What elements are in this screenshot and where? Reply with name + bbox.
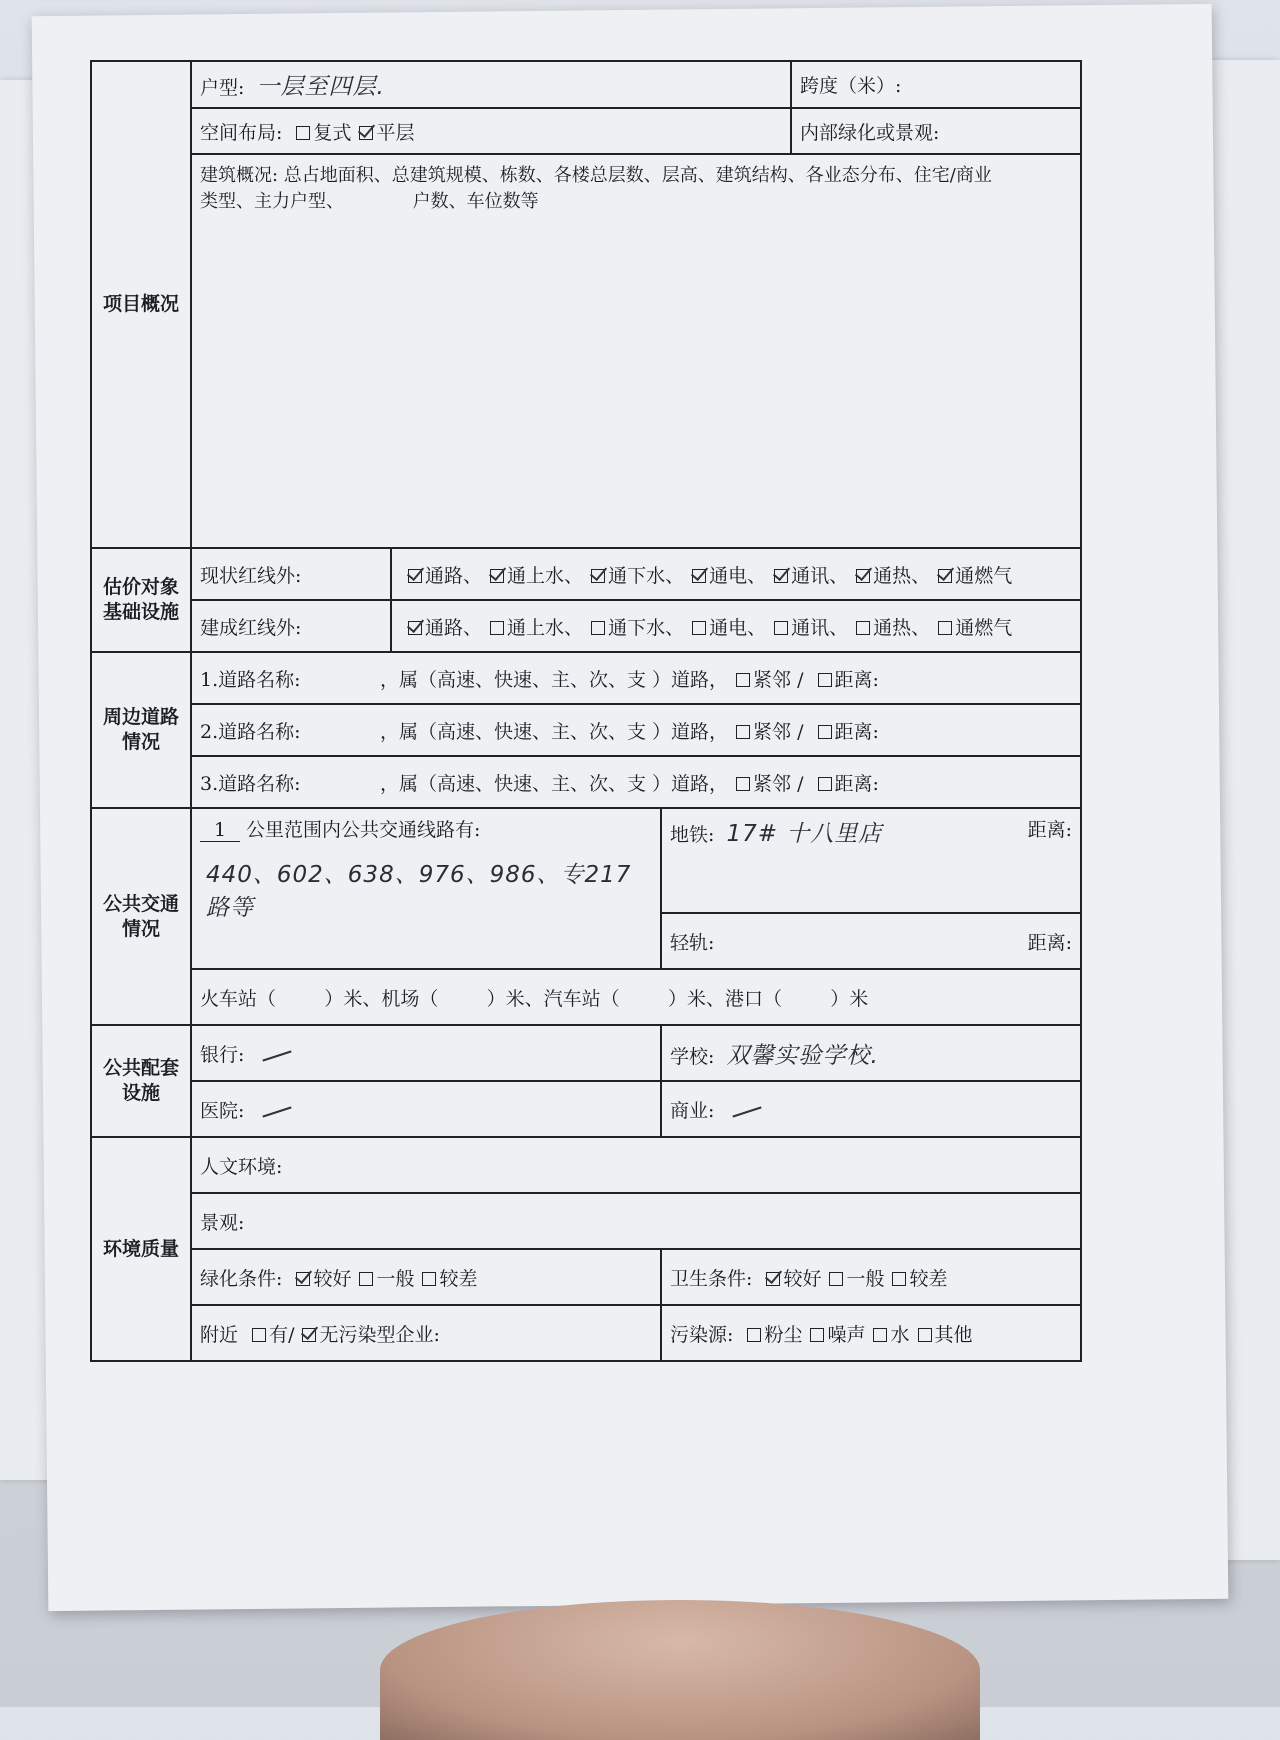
checkbox-label: 通路 [425, 616, 464, 639]
checkbox-icon[interactable] [692, 621, 706, 635]
checkbox-icon[interactable] [490, 569, 504, 583]
metro-label: 地铁: [670, 824, 715, 846]
checkbox-label: 一般 [846, 1267, 885, 1290]
checkbox-icon[interactable] [302, 1328, 316, 1342]
checkbox-label: 通燃气 [955, 564, 1013, 587]
checkbox-icon[interactable] [818, 673, 832, 687]
infra-items-current [391, 548, 1081, 600]
checkbox-option[interactable] [821, 1268, 884, 1290]
separator: 、 [564, 616, 584, 639]
checkbox-icon[interactable] [766, 1272, 780, 1286]
checkbox-option[interactable] [930, 617, 1012, 639]
road-class-text: ，属（高速、快速、主、次、支 ）道路， [380, 720, 729, 743]
road-separator: / [791, 668, 810, 691]
road-adjacent-label: 紧邻 [753, 668, 792, 691]
checkbox-icon[interactable] [252, 1328, 266, 1342]
greening-condition-label: 绿化条件: [200, 1267, 283, 1290]
section-facilities: 公共配套设施 [91, 1025, 191, 1137]
checkbox-option[interactable] [865, 1324, 909, 1346]
section-project: 项目概况 [91, 61, 191, 548]
checkbox-label: 有/ [269, 1323, 295, 1346]
checkbox-label: 水 [890, 1323, 910, 1346]
road-separator: / [791, 772, 810, 795]
checkbox-option[interactable] [684, 565, 747, 587]
nearby-options [244, 1324, 440, 1346]
greening-options [288, 1268, 477, 1290]
school-value: 双馨实验学校. [726, 1042, 879, 1069]
separator: 、 [829, 564, 849, 587]
checkbox-option[interactable] [351, 1268, 414, 1290]
school-cell [661, 1025, 1081, 1081]
road-distance-label: 距离: [834, 772, 879, 795]
road-distance-label: 距离: [834, 668, 879, 691]
checkbox-label: 通路 [425, 564, 464, 587]
section-environment: 环境质量 [91, 1137, 191, 1361]
metro-cell [661, 808, 1081, 913]
metro-value: 17# 十八里店 [726, 821, 883, 847]
road-adjacent-label: 紧邻 [753, 772, 792, 795]
checkbox-icon[interactable] [422, 1272, 436, 1286]
road-row [191, 756, 1081, 808]
checkbox-icon[interactable] [359, 126, 373, 140]
overview-line-2: 类型、主力户型、 户数、车位数等 [200, 191, 539, 212]
checkbox-option[interactable] [739, 1324, 802, 1346]
checkbox-label: 无污染型企业: [319, 1323, 440, 1346]
checkbox-label: 通下水 [608, 564, 666, 587]
checkbox-option[interactable] [294, 1324, 439, 1346]
checkbox-icon[interactable] [359, 1272, 373, 1286]
checkbox-option[interactable] [684, 617, 747, 639]
culture-cell: 人文环境: [191, 1137, 1081, 1193]
separator: 、 [747, 564, 767, 587]
checkbox-option[interactable] [583, 565, 665, 587]
school-label: 学校: [670, 1045, 715, 1068]
pollution-cell [661, 1305, 1081, 1361]
bus-routes: 440、602、638、976、986、专217路等 [206, 862, 632, 921]
separator: 、 [829, 616, 849, 639]
infra-label-2: 建成红线外: [191, 600, 391, 652]
checkbox-option[interactable] [848, 617, 911, 639]
dash-mark [263, 1106, 292, 1117]
unit-type-value: 一层至四层. [256, 74, 385, 100]
checkbox-icon[interactable] [736, 673, 750, 687]
checkbox-option[interactable] [244, 1324, 294, 1346]
checkbox-option[interactable] [758, 1268, 821, 1290]
checkbox-option[interactable] [766, 617, 829, 639]
checkbox-label: 通电 [709, 564, 748, 587]
hospital-cell [191, 1081, 661, 1137]
checkbox-icon[interactable] [591, 569, 605, 583]
hygiene-cell [661, 1249, 1081, 1305]
section-transit: 公共交通情况 [91, 808, 191, 1025]
overview-line-1: 建筑概况: 总占地面积、总建筑规模、栋数、各楼总层数、层高、建筑结构、各业态分布、住宅/商业 [200, 165, 992, 186]
checkbox-icon[interactable] [829, 1272, 843, 1286]
landscape-cell: 景观: [191, 1193, 1081, 1249]
checkbox-label: 较差 [439, 1267, 478, 1290]
checkbox-icon[interactable] [856, 569, 870, 583]
checkbox-label: 通上水 [507, 564, 565, 587]
checkbox-icon[interactable] [747, 1328, 761, 1342]
overview-cell [191, 154, 1081, 548]
dash-mark [263, 1050, 292, 1061]
separator: 、 [564, 564, 584, 587]
checkbox-icon[interactable] [591, 621, 605, 635]
hygiene-label: 卫生条件: [670, 1267, 753, 1290]
checkbox-icon[interactable] [873, 1328, 887, 1342]
road-separator: / [791, 720, 810, 743]
checkbox-label: 较差 [909, 1267, 948, 1290]
greening-cell [791, 108, 1081, 154]
checkbox-label: 通讯 [791, 564, 830, 587]
checkbox-option[interactable] [930, 565, 1012, 587]
pollution-options [739, 1324, 972, 1346]
hygiene-options [758, 1268, 947, 1290]
checkbox-icon[interactable] [774, 569, 788, 583]
road-class-text: ，属（高速、快速、主、次、支 ）道路， [380, 772, 729, 795]
commerce-label: 商业: [670, 1099, 715, 1122]
road-name-label: 2.道路名称: [200, 720, 301, 743]
checkbox-option[interactable] [910, 1324, 973, 1346]
separator: 、 [911, 616, 931, 639]
checkbox-option[interactable] [583, 617, 665, 639]
checkbox-icon[interactable] [692, 569, 706, 583]
checkbox-label: 粉尘 [764, 1323, 803, 1346]
bus-cell [191, 808, 661, 969]
separator: 、 [747, 616, 767, 639]
metro-distance-label: 距离: [1027, 819, 1073, 841]
checkbox-label: 其他 [934, 1323, 973, 1346]
checkbox-option[interactable] [414, 1268, 477, 1290]
checkbox-label: 通上水 [507, 616, 565, 639]
nearby-cell [191, 1305, 661, 1361]
checkbox-option[interactable] [482, 565, 564, 587]
span-label: 跨度（米）: [800, 75, 902, 97]
nearby-prefix: 附近 [200, 1323, 239, 1346]
road-adjacent-label: 紧邻 [753, 720, 792, 743]
checkbox-label: 通热 [873, 616, 912, 639]
separator: 、 [463, 564, 483, 587]
infra-items-built [391, 600, 1081, 652]
checkbox-icon[interactable] [856, 621, 870, 635]
checkbox-label: 复式 [313, 121, 352, 144]
commerce-cell [661, 1081, 1081, 1137]
section-infrastructure: 估价对象基础设施 [91, 548, 191, 652]
bank-cell [191, 1025, 661, 1081]
light-rail-label: 轻轨: [670, 931, 715, 954]
light-rail-cell [661, 913, 1081, 969]
greening-label: 内部绿化或景观: [800, 121, 940, 144]
checkbox-icon[interactable] [408, 569, 422, 583]
appraisal-form [90, 60, 1082, 1362]
checkbox-icon[interactable] [408, 621, 422, 635]
hospital-label: 医院: [200, 1099, 245, 1122]
pollution-label: 污染源: [670, 1323, 734, 1346]
checkbox-label: 通讯 [791, 616, 830, 639]
km-blank: 1 [200, 819, 240, 842]
stations-cell: 火车站（ ）米、机场（ ）米、汽车站（ ）米、港口（ ）米 [191, 969, 1081, 1025]
checkbox-icon[interactable] [938, 621, 952, 635]
separator: 、 [665, 616, 685, 639]
checkbox-icon[interactable] [736, 777, 750, 791]
unit-type-cell [191, 61, 791, 108]
road-name-label: 3.道路名称: [200, 772, 301, 795]
checkbox-option[interactable] [351, 122, 414, 144]
checkbox-icon[interactable] [736, 725, 750, 739]
light-rail-distance-label: 距离: [1027, 931, 1073, 954]
layout-cell [191, 108, 791, 154]
checkbox-icon[interactable] [818, 725, 832, 739]
infra-label-1: 现状红线外: [191, 548, 391, 600]
checkbox-icon[interactable] [296, 1272, 310, 1286]
layout-label: 空间布局: [200, 121, 283, 144]
checkbox-label: 平层 [376, 121, 415, 144]
checkbox-option[interactable] [288, 1268, 351, 1290]
checkbox-option[interactable] [848, 565, 911, 587]
checkbox-option[interactable] [400, 565, 463, 587]
checkbox-option[interactable] [288, 122, 351, 144]
checkbox-icon[interactable] [892, 1272, 906, 1286]
bank-label: 银行: [200, 1043, 245, 1066]
checkbox-option[interactable] [802, 1324, 865, 1346]
checkbox-option[interactable] [400, 617, 463, 639]
road-class-text: ，属（高速、快速、主、次、支 ）道路， [380, 668, 729, 691]
span-cell [791, 61, 1081, 108]
checkbox-label: 通燃气 [955, 616, 1013, 639]
checkbox-icon[interactable] [810, 1328, 824, 1342]
unit-type-label: 户型: [200, 77, 245, 99]
checkbox-icon[interactable] [818, 777, 832, 791]
checkbox-option[interactable] [482, 617, 564, 639]
dash-mark [733, 1106, 762, 1117]
separator: 、 [911, 564, 931, 587]
checkbox-icon[interactable] [938, 569, 952, 583]
checkbox-label: 通下水 [608, 616, 666, 639]
checkbox-icon[interactable] [774, 621, 788, 635]
layout-options [288, 122, 414, 144]
checkbox-icon[interactable] [918, 1328, 932, 1342]
separator: 、 [665, 564, 685, 587]
section-roads: 周边道路情况 [91, 652, 191, 808]
road-distance-label: 距离: [834, 720, 879, 743]
checkbox-label: 噪声 [827, 1323, 866, 1346]
checkbox-label: 通电 [709, 616, 748, 639]
checkbox-option[interactable] [884, 1268, 947, 1290]
checkbox-label: 较好 [313, 1267, 352, 1290]
greening-condition-cell [191, 1249, 661, 1305]
checkbox-label: 一般 [376, 1267, 415, 1290]
checkbox-label: 较好 [783, 1267, 822, 1290]
checkbox-label: 通热 [873, 564, 912, 587]
separator: 、 [463, 616, 483, 639]
road-name-label: 1.道路名称: [200, 668, 301, 691]
road-row [191, 704, 1081, 756]
bus-label: 公里范围内公共交通线路有: [246, 819, 481, 841]
hand [380, 1600, 980, 1740]
checkbox-icon[interactable] [296, 126, 310, 140]
checkbox-option[interactable] [766, 565, 829, 587]
checkbox-icon[interactable] [490, 621, 504, 635]
road-row [191, 652, 1081, 704]
